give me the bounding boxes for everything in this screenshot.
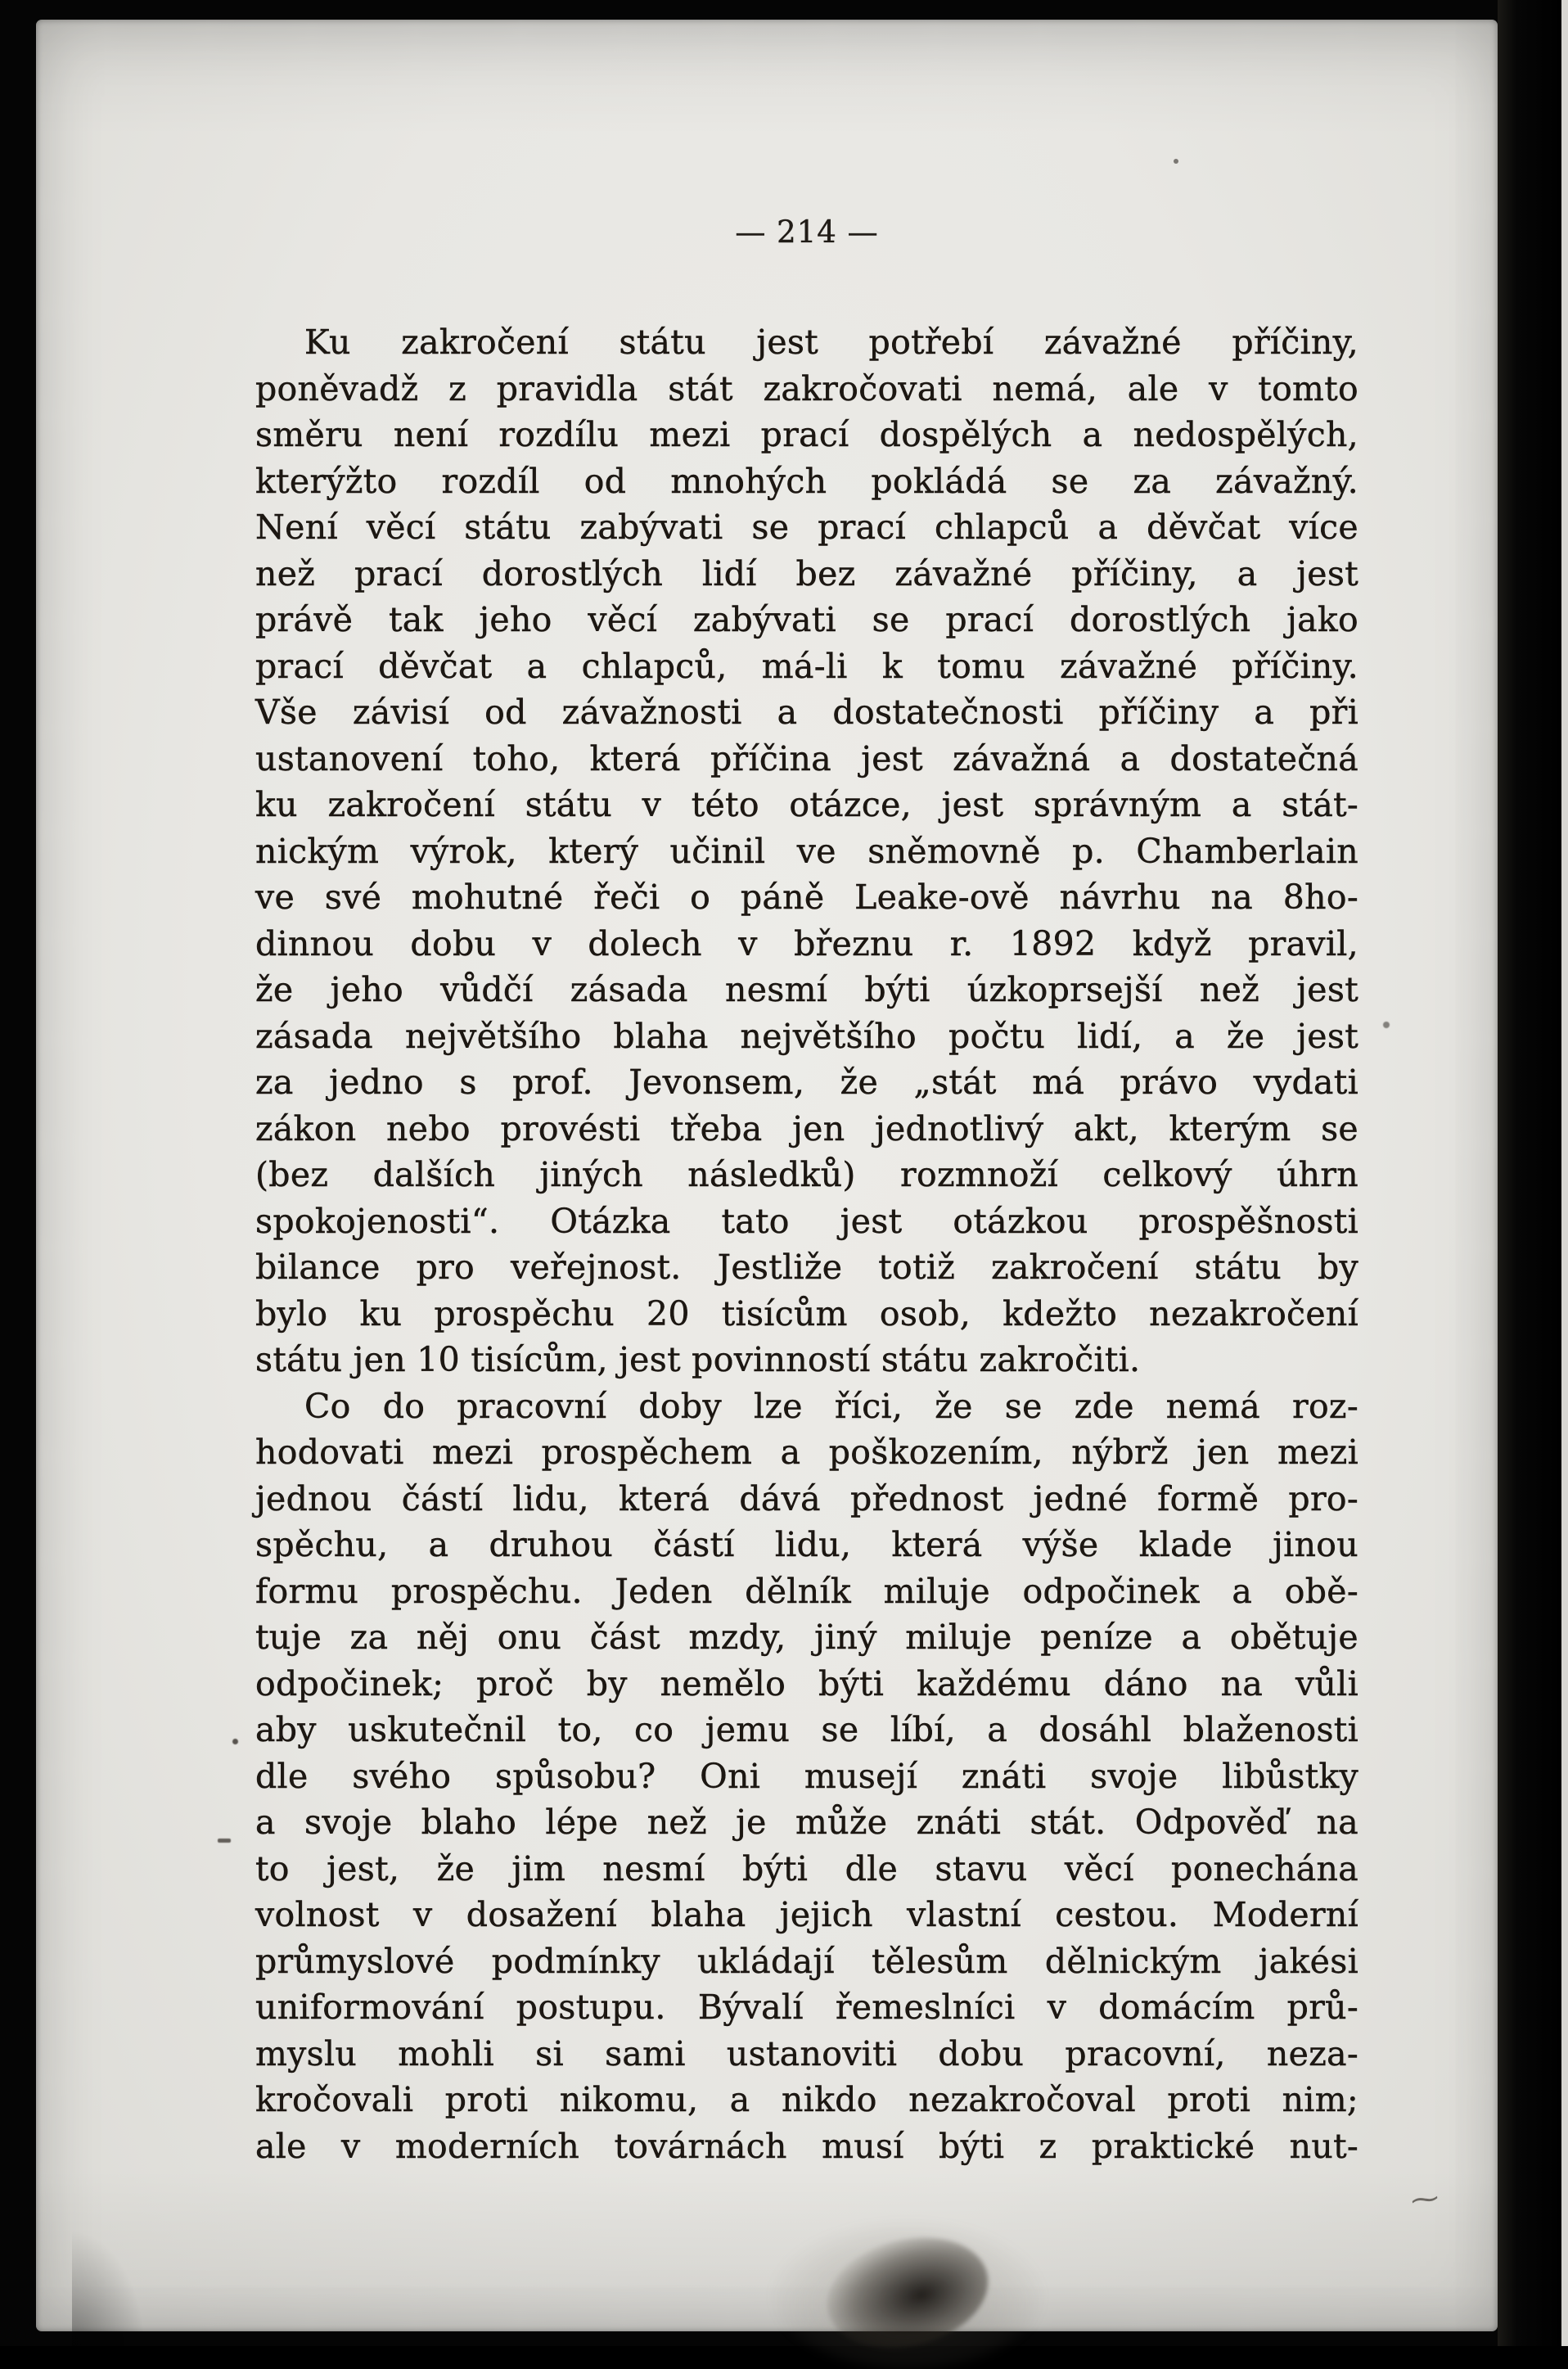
text-line: aby uskutečnil to, co jemu se líbí, a dosáhl blaženosti: [255, 1710, 1358, 1749]
text-line: formu prospěchu. Jeden dělník miluje odpočinek a obě-: [255, 1571, 1358, 1611]
text-line: ustanovení toho, která příčina jest závažná a dostatečná: [255, 738, 1358, 778]
text-line: Ku zakročení státu jest potřebí závažné příčiny,: [304, 323, 1358, 362]
text-line: to jest, že jim nesmí býti dle stavu věcí ponechána: [255, 1848, 1358, 1888]
smudge-halo-artifact: [773, 2222, 1043, 2369]
text-line: hodovati mezi prospěchem a poškozením, nýbrž jen mezi: [255, 1433, 1358, 1472]
paragraph: [255, 1383, 1358, 2170]
text-line: než prací dorostlých lidí bez závažné příčiny, a jest: [255, 553, 1358, 593]
margin-dot-artifact: [232, 1739, 238, 1744]
text-line: spokojenosti“. Otázka tato jest otázkou prospěšnosti: [255, 1201, 1358, 1241]
text-line: poněvadž z pravidla stát zakročovati nemá, ale v tomto: [255, 368, 1358, 408]
ink-speck-artifact: [1174, 159, 1178, 164]
scan-right-edge-strip: [1561, 0, 1568, 2346]
text-line: bilance pro veřejnost. Jestliže totiž zakročení státu by: [255, 1248, 1358, 1287]
text-line: právě tak jeho věcí zabývati se prací dorostlých jako: [255, 600, 1358, 639]
margin-dash-artifact: [218, 1839, 231, 1843]
text-line: zásada největšího blaha největšího počtu lidí, a že jest: [255, 1016, 1358, 1056]
text-line: za jedno s prof. Jevonsem, že „stát má právo vydati: [255, 1063, 1358, 1102]
text-line: kročovali proti nikomu, a nikdo nezakročoval proti nim;: [255, 2080, 1358, 2119]
text-line: (bez dalších jiných následků) rozmnoží celkový úhrn: [255, 1155, 1358, 1194]
text-line: zákon nebo provésti třeba jen jednotlivý akt, kterým se: [255, 1108, 1358, 1148]
text-line: státu jen 10 tisícům, jest povinností státu zakročiti.: [255, 1340, 1141, 1379]
ink-smudge-artifact: [815, 2222, 1000, 2365]
text-line: dle svého spůsobu? Oni musejí znáti svoje libůstky: [255, 1756, 1358, 1796]
page-paper: [36, 20, 1498, 2331]
text-line: že jeho vůdčí zásada nesmí býti úzkoprsejší než jest: [255, 970, 1358, 1009]
text-line: ve své mohutné řeči o páně Leake-ově návrhu na 8ho-: [255, 878, 1358, 917]
paragraph: [255, 319, 1358, 1383]
text-line: kterýžto rozdíl od mnohých pokládá se za závažný.: [255, 461, 1358, 501]
text-line: směru není rozdílu mezi prací dospělých a nedospělých,: [255, 415, 1358, 454]
text-line: tuje za něj onu část mzdy, jiný miluje peníze a obětuje: [255, 1618, 1358, 1657]
text-line: bylo ku prospěchu 20 tisícům osob, kdežto nezakročení: [255, 1293, 1358, 1333]
text-line: průmyslové podmínky ukládají tělesům dělnickým jakési: [255, 1941, 1358, 1981]
text-column: [255, 319, 1358, 2169]
text-line: Vše závisí od závažnosti a dostatečnosti příčiny a při: [255, 693, 1358, 732]
text-line: uniformování postupu. Bývalí řemeslníci v domácím prů-: [255, 1988, 1358, 2027]
text-line: dinnou dobu v dolech v březnu r. 1892 když pravil,: [255, 923, 1358, 963]
page-number: — 214 —: [735, 214, 879, 250]
text-line: volnost v dosažení blaha jejich vlastní cestou. Moderní: [255, 1895, 1358, 1934]
squiggle-artifact: ⁓: [1409, 2182, 1441, 2218]
text-line: Co do pracovní doby lze říci, že se zde nemá roz-: [304, 1386, 1358, 1426]
text-line: a svoje blaho lépe než je může znáti stát. Odpověď na: [255, 1803, 1358, 1842]
text-line: jednou částí lidu, která dává přednost jedné formě pro-: [255, 1478, 1358, 1518]
text-line: spěchu, a druhou částí lidu, která výše klade jinou: [255, 1525, 1358, 1564]
text-line: myslu mohli si sami ustanoviti dobu pracovní, neza-: [255, 2033, 1358, 2073]
ink-speck-artifact: [1383, 1022, 1390, 1028]
text-line: nickým výrok, který učinil ve sněmovně p. Chamberlain: [255, 831, 1358, 871]
corner-shadow: [72, 2230, 146, 2351]
text-line: Není věcí státu zabývati se prací chlapců a děvčat více: [255, 508, 1358, 547]
scan-right-black-band: [1498, 0, 1561, 2346]
text-line: ku zakročení státu v této otázce, jest správným a stát-: [255, 785, 1358, 824]
text-line: prací děvčat a chlapců, má-li k tomu závažné příčiny.: [255, 646, 1358, 686]
text-line: ale v moderních továrnách musí býti z praktické nut-: [255, 2126, 1358, 2166]
text-line: odpočinek; proč by nemělo býti každému dáno na vůli: [255, 1663, 1358, 1703]
